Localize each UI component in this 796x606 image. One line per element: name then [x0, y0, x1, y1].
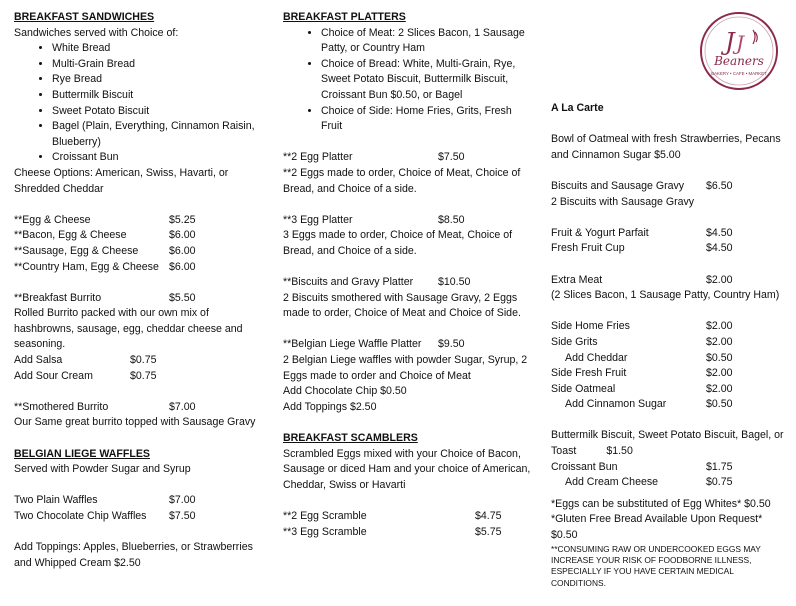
item-name: Croissant Bun	[551, 460, 618, 473]
alacarte-column	[551, 101, 786, 589]
item-name: **Bacon, Egg & Cheese	[14, 229, 127, 242]
menu-item	[551, 226, 786, 242]
menu-item	[551, 273, 786, 289]
menu-item	[551, 179, 786, 195]
side-item	[551, 335, 786, 351]
choice-item: • Choice of Side: Home Fries, Grits, Fresh Fruit	[321, 104, 533, 135]
side-item	[551, 319, 786, 335]
item-name: Extra Meat	[551, 273, 603, 286]
bread-item: • Croissant Bun	[52, 150, 264, 166]
item-description: 2 Biscuits with Sausage Gravy	[551, 195, 695, 208]
menu-item	[283, 525, 533, 541]
consumption-warning: **CONSUMING RAW OR UNDERCOOKED EGGS MAY INCREASE YOUR RISK OF FOODBORNE ILLNESS, ESPECIALLY IF YOU HAVE CERTAIN MEDICAL CONDITIONS.	[551, 543, 761, 588]
menu-item	[14, 291, 264, 307]
item-price: $1.75	[706, 460, 733, 473]
item-description: 3 Eggs made to order, Choice of Meat, Choice of Bread, and Choice of a side.	[283, 229, 513, 257]
item-price: $6.50	[706, 179, 733, 192]
item-price: $2.00	[706, 273, 733, 286]
addon-name: Add Salsa	[14, 354, 63, 367]
item-price: $10.50	[438, 276, 471, 289]
item-price: $6.00	[169, 229, 196, 242]
item-name: Buttermilk Biscuit, Sweet Potato Biscuit, Bagel, or Toast	[551, 429, 784, 458]
section-title-platters: BREAKFAST PLATTERS	[283, 11, 406, 23]
side-item	[551, 397, 786, 413]
item-name: Side Oatmeal	[551, 382, 616, 395]
item-price: $2.00	[706, 382, 733, 395]
substitution-note: *Eggs can be substituted of Egg Whites* $0.50	[551, 497, 771, 510]
item-name: Side Grits	[551, 335, 598, 348]
item-name: **Biscuits and Gravy Platter	[283, 276, 414, 289]
bread-item: • Sweet Potato Biscuit	[52, 104, 264, 120]
section-title-alacarte: A La Carte	[551, 102, 604, 114]
item-price: $5.50	[169, 291, 196, 304]
menu-item	[14, 244, 264, 260]
side-item	[551, 366, 786, 382]
menu-item	[14, 228, 264, 244]
beaners-logo	[698, 10, 780, 92]
addon-price: $0.75	[130, 369, 157, 382]
item-name: Add Cream Cheese	[565, 476, 659, 489]
addon-name: Add Sour Cream	[14, 369, 93, 382]
menu-item	[283, 509, 533, 525]
item-name: Add Cinnamon Sugar	[565, 398, 667, 411]
item-price: $9.50	[438, 338, 465, 351]
item-description: Our Same great burrito topped with Sausage Gravy	[14, 416, 256, 429]
waffle-toppings: Add Toppings: Apples, Blueberries, or Strawberries and Whipped Cream $2.50	[14, 541, 253, 569]
menu-item	[551, 460, 786, 476]
gluten-free-note: *Gluten Free Bread Available Upon Request* $0.50	[551, 513, 763, 542]
waffle-addon: Add Chocolate Chip $0.50	[283, 385, 407, 398]
cheese-options: Cheese Options: American, Swiss, Havarti, or Shredded Cheddar	[14, 166, 229, 195]
bread-list	[14, 41, 264, 166]
item-name: **2 Egg Scramble	[283, 510, 367, 522]
section-title-sandwiches: BREAKFAST SANDWICHES	[14, 11, 155, 23]
bread-item: • Bagel (Plain, Everything, Cinnamon Raisin, Blueberry)	[52, 119, 264, 150]
item-price: $2.00	[706, 367, 733, 380]
sandwiches-column	[14, 10, 264, 571]
oatmeal-description	[551, 132, 786, 163]
item-description: 2 Biscuits smothered with Sausage Gravy, 2 Eggs made to order, Choice of Meat and Choice of Side.	[283, 291, 521, 320]
svg-text:J: J	[725, 28, 735, 56]
item-price: $4.50	[706, 242, 733, 255]
item-price: $7.00	[169, 400, 196, 413]
item-description: Rolled Burrito packed with our own mix of hashbrowns, sausage, egg, cheddar cheese and seasoning.	[14, 307, 243, 351]
item-name: Two Chocolate Chip Waffles	[14, 510, 147, 522]
logo-tagline: BAKERY • CAFE • MARKET	[711, 71, 767, 76]
item-price: $4.75	[475, 510, 502, 522]
menu-item	[14, 400, 264, 416]
item-name: Fresh Fruit Cup	[551, 242, 625, 255]
item-price: $5.00	[654, 148, 681, 161]
item-description: (2 Slices Bacon, 1 Sausage Patty, Country Ham)	[551, 289, 780, 302]
item-price: $4.50	[706, 226, 733, 239]
svg-text:J: J	[736, 31, 745, 55]
item-name: Two Plain Waffles	[14, 494, 98, 507]
waffle-addon: Add Toppings $2.50	[283, 400, 377, 413]
menu-item	[283, 150, 533, 166]
addon-item	[14, 353, 264, 369]
item-price: $0.50	[706, 398, 733, 411]
bread-item: • White Bread	[52, 41, 264, 57]
item-name: **3 Egg Scramble	[283, 525, 367, 538]
item-description: **2 Eggs made to order, Choice of Meat, Choice of Bread, and Choice of a side.	[283, 166, 521, 195]
item-price: $2.00	[706, 320, 733, 333]
item-name: Add Cheddar	[565, 351, 628, 364]
item-name: Side Fresh Fruit	[551, 367, 627, 380]
menu-item	[551, 241, 786, 257]
item-price: $0.50	[706, 351, 733, 364]
item-name: Fruit & Yogurt Parfait	[551, 226, 649, 239]
menu-item	[14, 213, 264, 229]
item-name: **Breakfast Burrito	[14, 291, 102, 304]
side-item	[551, 382, 786, 398]
bread-item: • Multi-Grain Bread	[52, 57, 264, 73]
item-price: $0.75	[706, 476, 733, 489]
menu-item	[283, 337, 533, 353]
item-price: $7.00	[169, 494, 196, 507]
side-item	[551, 351, 786, 367]
item-name: **2 Egg Platter	[283, 151, 353, 164]
platter-choices	[283, 26, 533, 135]
item-price: $5.75	[475, 525, 502, 538]
menu-item	[551, 475, 786, 491]
item-name: **Country Ham, Egg & Cheese	[14, 260, 159, 273]
addon-item	[14, 369, 264, 385]
item-name: **Smothered Burrito	[14, 400, 109, 413]
menu-item	[14, 493, 264, 509]
item-description: 2 Belgian Liege waffles with powder Sugar, Syrup, 2 Eggs made to order and Choice of Meat	[283, 354, 528, 382]
item-price: $5.25	[169, 213, 196, 226]
scramblers-description: Scrambled Eggs mixed with your Choice of Bacon, Sausage or diced Ham and your choice of American, Cheddar, Swiss or Havarti	[283, 447, 531, 491]
waffles-intro: Served with Powder Sugar and Syrup	[14, 463, 191, 476]
item-name: **Egg & Cheese	[14, 213, 91, 226]
item-name: **3 Egg Platter	[283, 213, 353, 226]
item-price: $6.00	[169, 244, 196, 257]
item-name: Biscuits and Sausage Gravy	[551, 179, 685, 192]
sandwiches-intro: Sandwiches served with Choice of:	[14, 26, 179, 39]
item-name: **Belgian Liege Waffle Platter	[283, 338, 422, 351]
item-name: Side Home Fries	[551, 320, 630, 333]
section-title-scramblers: BREAKFAST SCAMBLERS	[283, 432, 418, 445]
menu-item	[283, 213, 533, 229]
item-name: Bowl of Oatmeal with fresh Strawberries, Pecans and Cinnamon Sugar	[551, 133, 781, 161]
section-title-waffles: BELGIAN LIEGE WAFFLES	[14, 447, 150, 460]
menu-item	[14, 260, 264, 276]
platters-column	[283, 10, 533, 540]
item-price: $7.50	[438, 151, 465, 164]
bread-item: • Rye Bread	[52, 72, 264, 88]
item-price: $1.50	[606, 445, 633, 458]
item-price: $7.50	[169, 510, 196, 522]
item-name: **Sausage, Egg & Cheese	[14, 244, 139, 257]
breads-description	[551, 428, 786, 459]
logo-wordmark: Beaners	[714, 54, 764, 68]
menu-item	[283, 275, 533, 291]
item-price: $6.00	[169, 260, 196, 273]
bread-item: • Buttermilk Biscuit	[52, 88, 264, 104]
item-price: $8.50	[438, 213, 465, 226]
addon-price: $0.75	[130, 354, 157, 367]
choice-item: • Choice of Bread: White, Multi-Grain, Rye, Sweet Potato Biscuit, Buttermilk Biscuit, Croissant Bun $0.50, or Bagel	[321, 57, 533, 104]
item-price: $2.00	[706, 335, 733, 348]
choice-item: • Choice of Meat: 2 Slices Bacon, 1 Sausage Patty, or Country Ham	[321, 26, 533, 57]
menu-item	[14, 509, 264, 525]
